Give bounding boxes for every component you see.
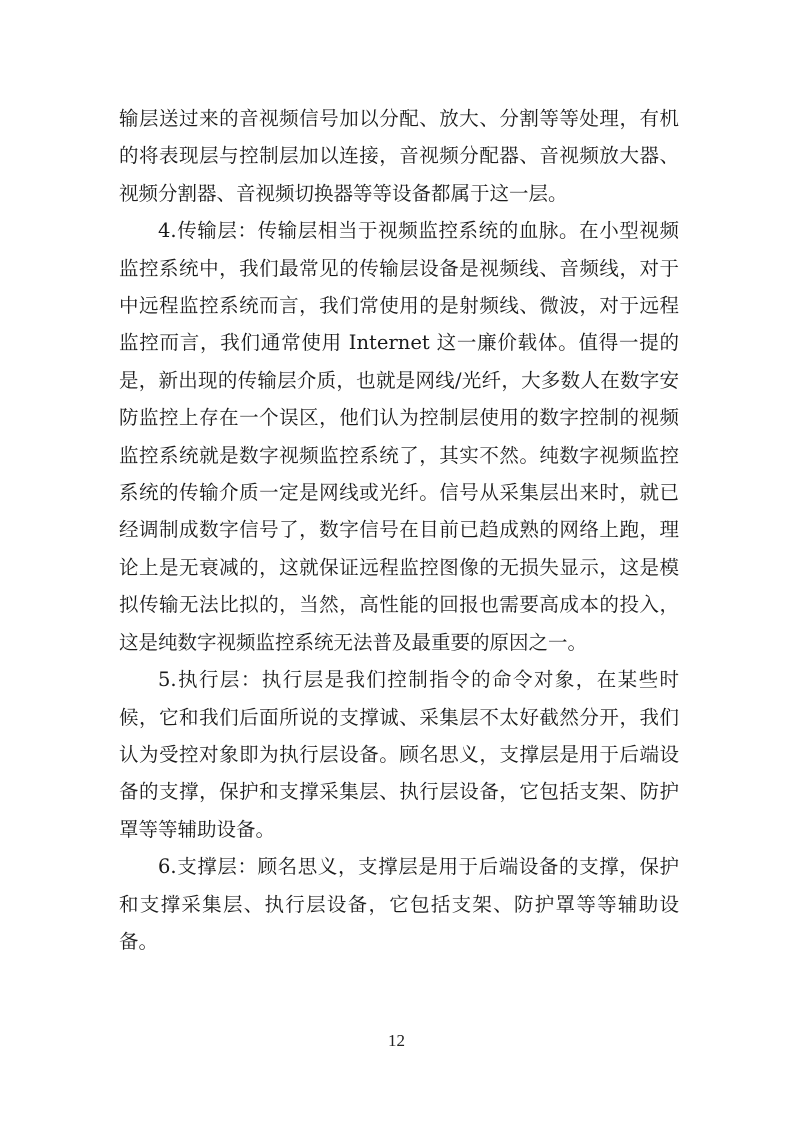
paragraph-execution-layer: 5.执行层：执行层是我们控制指令的命令对象，在某些时候，它和我们后面所说的支撑诚、采集层不太好截然分开，我们认为受控对象即为执行层设备。顾名思义，支撑层是用于后端设备的支撑，保护和支撑采集层、执行层设备，它包括支架、防护罩等等辅助设备。 [119, 668, 679, 841]
page-number: 12 [388, 1031, 405, 1050]
paragraph-transfer-continued: 输层送过来的音视频信号加以分配、放大、分割等等处理，有机的将表现层与控制层加以连接，音视频分配器、音视频放大器、视频分割器、音视频切换器等等设备都属于这一层。 [119, 107, 679, 205]
paragraph-transmission-layer: 4.传输层：传输层相当于视频监控系统的血脉。在小型视频监控系统中，我们最常见的传输层设备是视频线、音频线，对于中远程监控系统而言，我们常使用的是射频线、微波，对于远程监控而言，我们通常使用 Internet 这一廉价载体。值得一提的是，新出现的传输层介质，也就是网线/光纤，大多数人在数字安防监控上存在一个误区，他们认为控制层使用的数字控制的视频监控系统就是数字视频监控系统了，其实不然。纯数字视频监控系统的传输介质一定是网线或光纤。信号从采集层出来时，就已经调制成数字信号了，数字信号在目前已趋成熟的网络上跑，理论上是无衰减的，这就保证远程监控图像的无损失显示，这是模拟传输无法比拟的，当然，高性能的回报也需要高成本的投入，这是纯数字视频监控系统无法普及最重要的原因之一。 [119, 219, 679, 654]
body-text [119, 100, 679, 960]
paragraph-support-layer: 6.支撑层：顾名思义，支撑层是用于后端设备的支撑，保护和支撑采集层、执行层设备，它包括支架、防护罩等等辅助设备。 [119, 855, 679, 953]
